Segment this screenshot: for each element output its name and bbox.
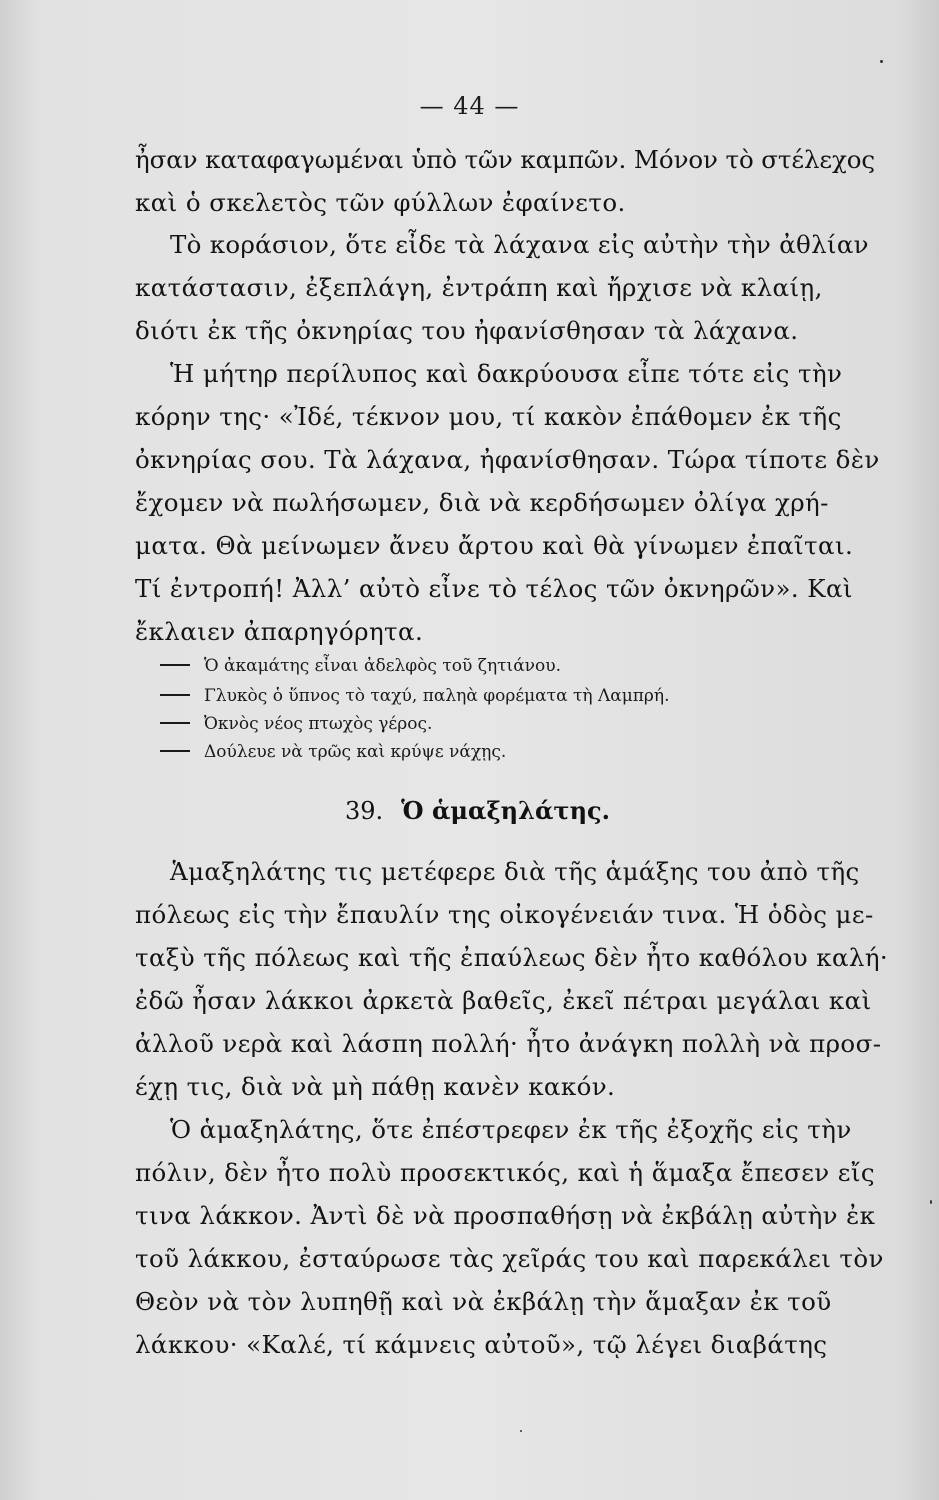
- text-line: ταξὺ τῆς πόλεως καὶ τῆς ἐπαύλεως δὲν ἦτο καθόλου καλή·: [135, 943, 889, 972]
- text-line: ὀκνηρίας σου. Τὰ λάχανα, ἠφανίσθησαν. Τώρα τίποτε δὲν: [135, 445, 880, 474]
- text-line: κόρην της· «Ἰδέ, τέκνον μου, τί κακὸν ἐπάθομεν ἐκ τῆς: [135, 402, 842, 431]
- text-line: Ἡ μήτηρ περίλυπος καὶ δακρύουσα εἶπε τότε εἰς τὴν: [170, 359, 843, 388]
- paper-speck: [880, 60, 883, 63]
- text-line: λάκκου· «Καλέ, τί κάμνεις αὐτοῦ», τῷ λέγει διαβάτης: [135, 1330, 828, 1359]
- text-line: έχῃ τις, διὰ νὰ μὴ πάθῃ κανὲν κακόν.: [135, 1072, 616, 1101]
- proverb-text: Ὁ ἀκαμάτης εἶναι ἀδελφὸς τοῦ ζητιάνου.: [204, 656, 561, 676]
- text-line: Τί ἐντροπή! Ἀλλ’ αὐτὸ εἶνε τὸ τέλος τῶν ὀκνηρῶν». Καὶ: [135, 574, 853, 603]
- proverb-item: [160, 742, 506, 762]
- text-line: πόλιν, δὲν ἦτο πολὺ προσεκτικός, καὶ ἡ ἅμαξα ἔπεσεν εἴς: [135, 1158, 875, 1187]
- text-line: καὶ ὁ σκελετὸς τῶν φύλλων ἐφαίνετο.: [135, 188, 626, 217]
- text-line: διότι ἐκ τῆς ὀκνηρίας του ἠφανίσθησαν τὰ λάχανα.: [135, 316, 799, 345]
- proverb-text: Γλυκὸς ὁ ὕπνος τὸ ταχύ, παληὰ φορέματα τὴ Λαμπρή.: [204, 686, 670, 706]
- text-line: ἀλλοῦ νερὰ καὶ λάσπη πολλή· ἦτο ἀνάγκη πολλὴ νὰ προσ-: [135, 1029, 882, 1058]
- dash-mark: [160, 694, 190, 696]
- paper-speck: [930, 1200, 932, 1204]
- text-line: Ἁμαξηλάτης τις μετέφερε διὰ τῆς ἁμάξης του ἀπὸ τῆς: [170, 857, 860, 886]
- proverb-item: [160, 686, 670, 706]
- proverb-item: [160, 656, 561, 676]
- text-line: ἦσαν καταφαγωμέναι ὑπὸ τῶν καμπῶν. Μόνον τὸ στέλεχος: [135, 145, 875, 174]
- paper-speck: [520, 1430, 522, 1432]
- text-line: κατάστασιν, ἐξεπλάγη, ἐντράπη καὶ ἤρχισε νὰ κλαίῃ,: [135, 273, 823, 302]
- proverb-text: Δούλευε νὰ τρῶς καὶ κρύψε νάχῃς.: [204, 742, 507, 762]
- text-line: ἔχομεν νὰ πωλήσωμεν, διὰ νὰ κερδήσωμεν ὀλίγα χρή-: [135, 488, 829, 517]
- text-line: ἔκλαιεν ἀπαρηγόρητα.: [135, 617, 424, 646]
- dash-mark: [160, 722, 190, 724]
- dash-mark: [160, 750, 190, 752]
- proverb-item: [160, 714, 432, 734]
- text-line: ματα. Θὰ μείνωμεν ἄνευ ἄρτου καὶ θὰ γίνωμεν ἐπαῖται.: [135, 531, 854, 560]
- page-number: — 44 —: [419, 92, 520, 120]
- text-line: τινα λάκκον. Ἀντὶ δὲ νὰ προσπαθήσῃ νὰ ἐκβάλῃ αὐτὴν ἐκ: [135, 1201, 876, 1230]
- dash-mark: [160, 664, 190, 666]
- text-line: Τὸ κοράσιον, ὅτε εἶδε τὰ λάχανα εἰς αὐτὴν τὴν ἀθλίαν: [170, 230, 869, 259]
- text-line: τοῦ λάκκου, ἐσταύρωσε τὰς χεῖράς του καὶ παρεκάλει τὸν: [135, 1244, 884, 1273]
- text-line: ἐδῶ ἦσαν λάκκοι ἀρκετὰ βαθεῖς, ἐκεῖ πέτραι μεγάλαι καὶ: [135, 986, 872, 1015]
- text-line: πόλεως εἰς τὴν ἔπαυλίν της οἰκογένειάν τινα. Ἡ ὁδὸς με-: [135, 900, 874, 929]
- proverb-text: Ὀκνὸς νέος πτωχὸς γέρος.: [204, 714, 433, 734]
- section-number: 39.: [345, 797, 384, 825]
- text-line: Ὁ ἁμαξηλάτης, ὅτε ἐπέστρεφεν ἐκ τῆς ἐξοχῆς εἰς τὴν: [170, 1115, 852, 1144]
- text-line: Θεὸν νὰ τὸν λυπηθῇ καὶ νὰ ἐκβάλῃ τὴν ἅμαξαν ἐκ τοῦ: [135, 1287, 832, 1316]
- section-heading: [345, 796, 610, 825]
- section-title: Ὁ ἁμαξηλάτης.: [401, 796, 610, 825]
